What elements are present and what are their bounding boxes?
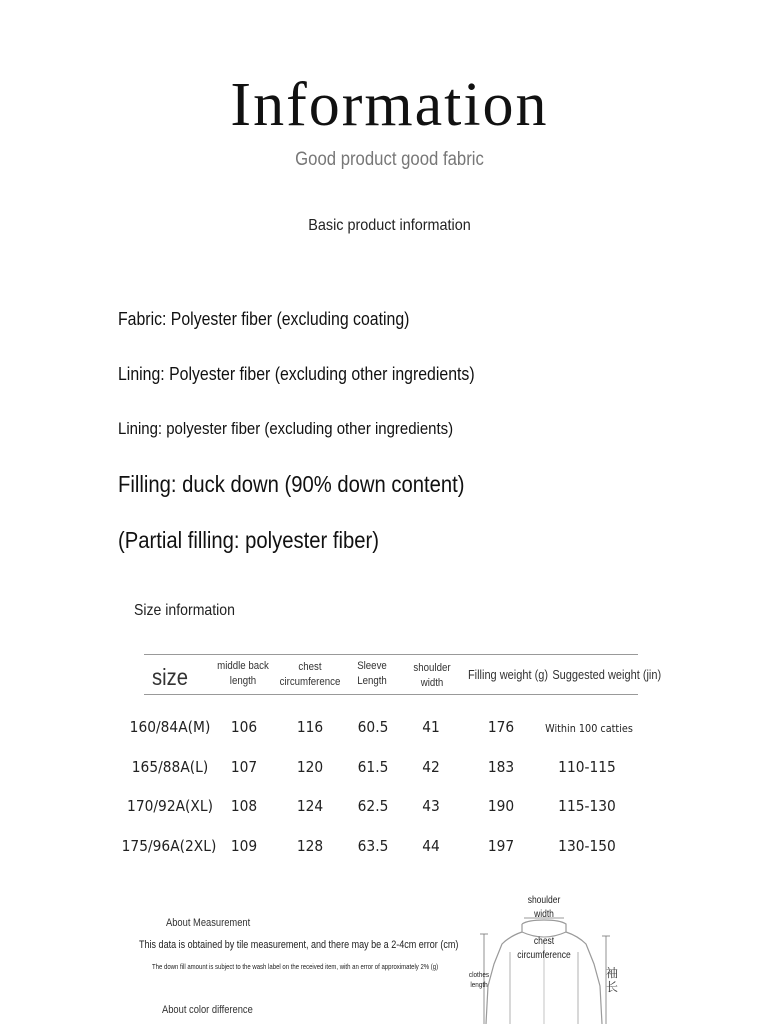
header-chest-line1: chest xyxy=(298,661,322,673)
spec-filling: Filling: duck down (90% down content) xyxy=(118,471,465,497)
table-row xyxy=(0,797,779,819)
cell-filling: 176 xyxy=(487,718,515,736)
diagram-chest-line1: chest xyxy=(533,936,555,947)
table-divider-header xyxy=(144,694,638,695)
spec-lining-1: Lining: Polyester fiber (excluding other ingredients) xyxy=(118,364,475,384)
measurement-diagram xyxy=(460,890,630,1024)
measurement-note: This data is obtained by tile measurement, and there may be a 2-4cm error (cm) xyxy=(139,939,459,951)
header-back-length-line2: length xyxy=(229,675,257,687)
cell-sleeve: 62.5 xyxy=(357,797,389,815)
header-shoulder-line2: width xyxy=(420,677,444,689)
spec-lining-2: Lining: polyester fiber (excluding other ingredients) xyxy=(118,419,454,438)
cell-sleeve: 63.5 xyxy=(357,837,389,855)
header-chest-line2: circumference xyxy=(279,676,341,688)
about-color-heading: About color difference xyxy=(162,1004,253,1016)
diagram-clothes-line1: clothes xyxy=(468,970,490,979)
cell-filling: 197 xyxy=(487,837,515,855)
header-size: size xyxy=(152,664,188,690)
cell-sleeve: 60.5 xyxy=(357,718,389,736)
diagram-sleeve-line1: 袖 xyxy=(605,966,618,980)
cell-chest: 128 xyxy=(296,837,324,855)
table-row xyxy=(0,758,779,780)
about-measurement-heading: About Measurement xyxy=(166,917,251,929)
diagram-chest-label xyxy=(512,935,577,963)
header-sleeve-line1: Sleeve xyxy=(357,660,387,672)
cell-chest: 124 xyxy=(296,797,324,815)
table-row xyxy=(0,837,779,859)
header-back-length-line1: middle back xyxy=(217,660,269,672)
diagram-chest-line2: circumference xyxy=(517,950,571,961)
cell-shoulder: 41 xyxy=(422,718,440,736)
diagram-sleeve-line2: 长 xyxy=(605,980,618,994)
cell-back-length: 109 xyxy=(230,837,258,855)
diagram-sleeve-label xyxy=(600,966,624,994)
cell-suggested: 115-130 xyxy=(558,797,616,815)
cell-back-length: 106 xyxy=(230,718,258,736)
diagram-shoulder-line2: width xyxy=(534,909,554,920)
header-filling-weight: Filling weight (g) xyxy=(467,668,549,682)
spec-partial-filling: (Partial filling: polyester fiber) xyxy=(118,527,379,553)
cell-chest: 116 xyxy=(296,718,324,736)
cell-size: 170/92A(XL) xyxy=(127,797,213,815)
page-title: Information xyxy=(230,71,549,139)
cell-shoulder: 43 xyxy=(422,797,440,815)
header-sleeve-line2: Length xyxy=(357,675,387,687)
diagram-clothes-line2: length xyxy=(470,980,488,989)
fill-amount-note: The down fill amount is subject to the wash label on the received item, with an error of approximately 2% (g) xyxy=(152,962,439,971)
cell-shoulder: 44 xyxy=(422,837,440,855)
cell-filling: 190 xyxy=(487,797,515,815)
header-sleeve xyxy=(348,659,396,689)
size-info-heading: Size information xyxy=(134,602,235,619)
cell-size: 175/96A(2XL) xyxy=(121,837,217,855)
page-subtitle: Good product good fabric xyxy=(295,149,484,170)
table-row xyxy=(0,718,779,740)
diagram-shoulder-label xyxy=(522,894,566,922)
header-shoulder-line1: shoulder xyxy=(413,662,451,674)
cell-suggested: Within 100 catties xyxy=(545,723,633,735)
cell-shoulder: 42 xyxy=(422,758,440,776)
spec-fabric: Fabric: Polyester fiber (excluding coating) xyxy=(118,309,410,329)
cell-chest: 120 xyxy=(296,758,324,776)
cell-back-length: 108 xyxy=(230,797,258,815)
header-shoulder xyxy=(406,661,457,691)
cell-suggested: 110-115 xyxy=(558,758,616,776)
diagram-shoulder-line1: shoulder xyxy=(527,895,561,906)
cell-size: 165/88A(L) xyxy=(131,758,209,776)
cell-size: 160/84A(M) xyxy=(129,718,211,736)
table-divider-top xyxy=(144,654,638,655)
basic-info-heading: Basic product information xyxy=(308,217,471,234)
cell-suggested: 130-150 xyxy=(558,837,616,855)
diagram-clothes-length-label xyxy=(463,970,495,990)
cell-filling: 183 xyxy=(487,758,515,776)
cell-sleeve: 61.5 xyxy=(357,758,389,776)
header-chest xyxy=(277,660,344,690)
header-suggested-weight: Suggested weight (jin) xyxy=(552,668,662,682)
cell-back-length: 107 xyxy=(230,758,258,776)
header-back-length xyxy=(216,659,271,689)
